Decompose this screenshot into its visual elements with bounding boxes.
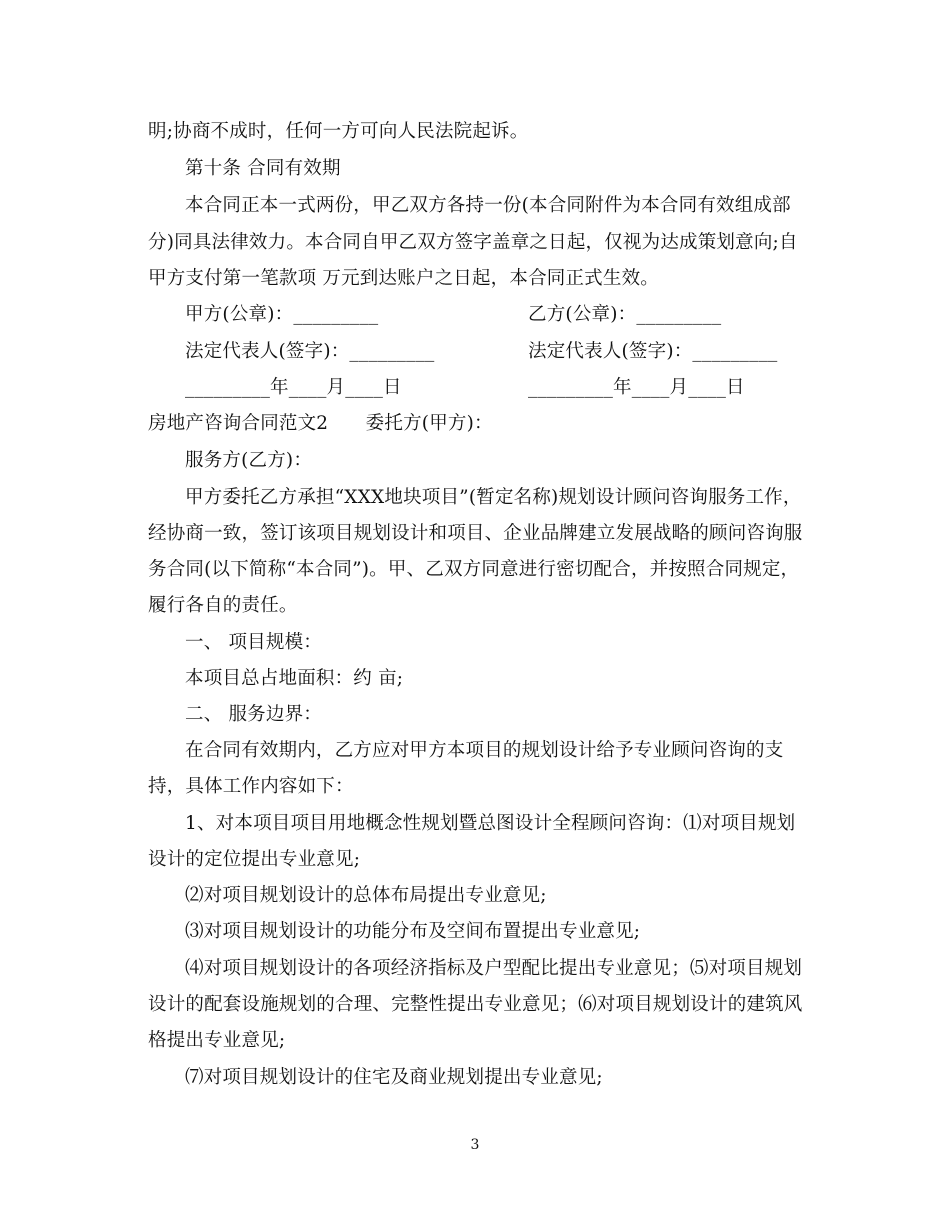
- party-b-representative: 法定代表人(签字)：_________: [528, 341, 778, 362]
- contract-title: 房地产咨询合同范文2 委托方(甲方)：: [148, 413, 493, 434]
- text-line: 持，具体工作内容如下：: [148, 776, 354, 797]
- section-heading: 第十条 合同有效期: [185, 158, 341, 179]
- text-line: 经协商一致，签订该项目规划设计和项目、企业品牌建立发展战略的顾问咨询服: [148, 523, 803, 544]
- text-line: ⑵对项目规划设计的总体布局提出专业意见;: [185, 885, 547, 906]
- text-line: 服务方(乙方)：: [185, 450, 313, 471]
- party-b-seal: 乙方(公章)：_________: [528, 304, 722, 325]
- party-a-representative: 法定代表人(签字)：_________: [185, 341, 435, 362]
- text-line: 设计的定位提出专业意见;: [148, 849, 361, 870]
- party-a-date: _________年____月____日: [185, 377, 402, 398]
- text-line: ⑷对项目规划设计的各项经济指标及户型配比提出专业意见；⑸对项目规划: [185, 958, 803, 979]
- text-line: 明;协商不成时，任何一方可向人民法院起诉。: [148, 121, 529, 142]
- text-line: ⑺对项目规划设计的住宅及商业规划提出专业意见;: [185, 1067, 603, 1088]
- text-line: 1、对本项目项目用地概念性规划暨总图设计全程顾问咨询：⑴对项目规划: [185, 813, 796, 834]
- party-a-seal: 甲方(公章)：_________: [185, 304, 379, 325]
- text-line: 设计的配套设施规划的合理、完整性提出专业意见；⑹对项目规划设计的建筑风: [148, 994, 803, 1015]
- text-line: 甲方支付第一笔款项 万元到达账户之日起，本合同正式生效。: [148, 268, 659, 289]
- section-heading: 二、 服务边界：: [185, 704, 322, 725]
- text-line: 在合同有效期内，乙方应对甲方本项目的规划设计给予专业顾问咨询的支: [185, 740, 784, 761]
- text-line: 分)同具法律效力。本合同自甲乙双方签字盖章之日起，仅视为达成策划意向;自: [148, 232, 798, 253]
- text-line: 务合同(以下简称“本合同”)。甲、乙双方同意进行密切配合，并按照合同规定，: [148, 559, 800, 580]
- text-line: 履行各自的责任。: [148, 595, 298, 616]
- text-line: 本项目总占地面积：约 亩;: [185, 668, 404, 689]
- text-line: ⑶对项目规划设计的功能分布及空间布置提出专业意见;: [185, 921, 641, 942]
- text-line: 本合同正本一式两份，甲乙双方各持一份(本合同附件为本合同有效组成部: [185, 195, 791, 216]
- party-b-date: _________年____月____日: [528, 377, 745, 398]
- text-line: 甲方委托乙方承担“XXX地块项目”(暂定名称)规划设计顾问咨询服务工作，: [185, 487, 802, 508]
- text-line: 格提出专业意见;: [148, 1030, 286, 1051]
- section-heading: 一、 项目规模：: [185, 632, 322, 653]
- page-number: 3: [470, 1137, 480, 1153]
